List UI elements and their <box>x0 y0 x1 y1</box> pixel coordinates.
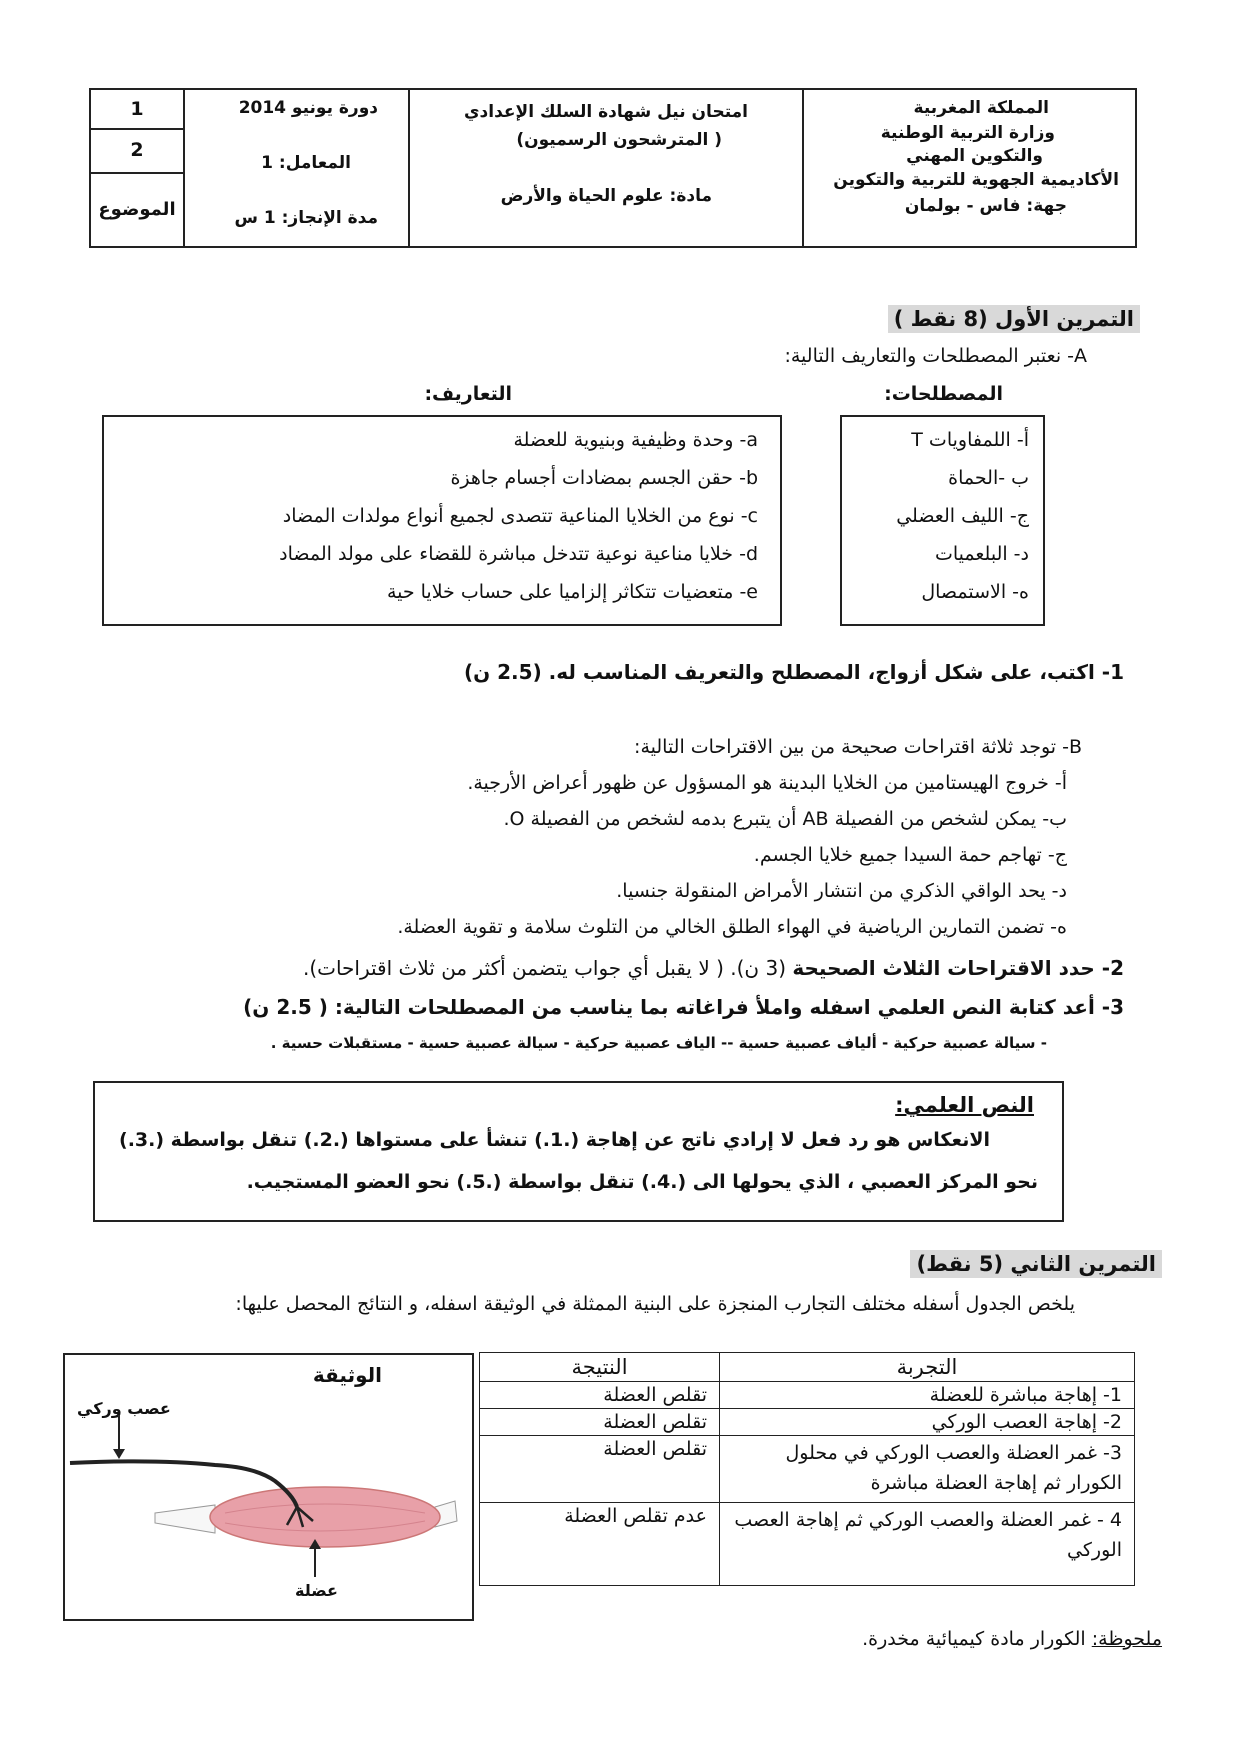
table-row <box>480 1382 1135 1409</box>
table-header-row <box>480 1353 1135 1382</box>
term-item: أ- اللمفاويات T <box>911 429 1029 451</box>
subject-label: مادة: علوم الحياة والأرض <box>500 186 712 206</box>
scientific-text-box <box>93 1081 1064 1222</box>
question-2: 2- حدد الاقتراحات الثلاث الصحيحة (3 ن). ( لا يقبل أي جواب يتضمن أكثر من ثلاث اقتراحات). <box>302 956 1124 980</box>
proposal-item: د- يحد الواقي الذكري من انتشار الأمراض المنقولة جنسيا. <box>616 880 1067 902</box>
part-b-intro: B- توجد ثلاثة اقتراحات صحيحة من بين الاقتراحات التالية: <box>634 736 1082 758</box>
definitions-heading: التعاريف: <box>424 383 512 405</box>
scientific-text-line1: الانعكاس هو رد فعل لا إرادي ناتج عن إهاجة (.1.) تنشأ على مستواها (.2.) تنقل بواسطة (.3.) <box>119 1129 990 1151</box>
sciatic-nerve-label: عصب وركي <box>77 1399 171 1418</box>
definitions-box <box>102 415 782 626</box>
definition-item: c- نوع من الخلايا المناعية تتصدى لجميع أنواع مولدات المضاد <box>282 505 758 527</box>
result-column-header: النتيجة <box>480 1353 720 1382</box>
exercise2-intro: يلخص الجدول أسفله مختلف التجارب المنجزة على البنية الممثلة في الوثيقة اسفله، و النتائج المحصل عليها: <box>235 1293 1075 1315</box>
kingdom-label: المملكة المغربية <box>913 98 1049 118</box>
result-cell: تقلص العضلة <box>480 1409 720 1436</box>
proposal-item: أ- خروج الهيستامين من الخلايا البدينة هو المسؤول عن ظهور أعراض الأرجية. <box>467 772 1067 794</box>
term-item: ب -الحماة <box>948 467 1029 489</box>
candidates-label: ( المترشحون الرسميون) <box>516 130 722 150</box>
term-item: ه- الاستمصال <box>921 581 1029 603</box>
region-label: جهة: فاس - بولمان <box>904 196 1067 216</box>
header-session-cell <box>183 90 408 246</box>
note-line <box>862 1628 1162 1650</box>
table-row <box>480 1409 1135 1436</box>
experiment-cell: 2- إهاجة العصب الوركي <box>720 1409 1135 1436</box>
left-tendon <box>155 1505 215 1533</box>
terms-heading: المصطلحات: <box>884 383 1003 405</box>
table-row <box>480 1503 1135 1586</box>
exam-title: امتحان نيل شهادة السلك الإعدادي <box>463 102 748 122</box>
ministry-line1: وزارة التربية الوطنية <box>880 123 1055 143</box>
result-cell: تقلص العضلة <box>480 1382 720 1409</box>
term-item: د- البلعميات <box>934 543 1029 565</box>
question-1: 1- اكتب، على شكل أزواج، المصطلح والتعريف المناسب له. (2.5 ن) <box>463 660 1124 684</box>
terms-box <box>840 415 1045 626</box>
duration-label: مدة الإنجاز: 1 س <box>234 208 378 228</box>
arrow-head <box>113 1449 125 1459</box>
exercise1-intro: A- نعتبر المصطلحات والتعاريف التالية: <box>784 345 1087 367</box>
term-item: ج- الليف العضلي <box>896 505 1029 527</box>
header-institution-cell <box>802 90 1139 246</box>
scientific-text-line2: نحو المركز العصبي ، الذي يحولها الى (.4.) تنقل بواسطة (.5.) نحو العضو المستجيب. <box>246 1171 1038 1193</box>
muscle-nerve-diagram <box>65 1355 472 1619</box>
experiment-cell: 3- غمر العضلة والعصب الوركي في محلول الكورار ثم إهاجة العضلة مباشرة <box>720 1436 1135 1503</box>
word-bank: - سيالة عصبية حركية - ألياف عصبية حسية -- الياف عصبية حركية - سيالة عصبية حسية - مستقبلات حسية . <box>270 1034 1047 1052</box>
proposal-item: ج- تهاجم حمة السيدا جميع خلايا الجسم. <box>753 844 1067 866</box>
coefficient-label: المعامل: 1 <box>261 153 351 173</box>
definition-item: e- متعضيات تتكاثر إلزاميا على حساب خلايا حية <box>386 581 758 603</box>
document-figure <box>63 1353 474 1621</box>
document-title: الوثيقة <box>312 1363 382 1387</box>
muscle-label: عضلة <box>295 1581 338 1600</box>
topic-label: الموضوع <box>98 199 176 220</box>
page-number-2: 2 <box>91 128 183 174</box>
header-page-cell <box>91 90 183 246</box>
scientific-text-title: النص العلمي: <box>895 1093 1034 1117</box>
result-cell: تقلص العضلة <box>480 1436 720 1503</box>
note-label: ملحوظة: <box>1091 1628 1162 1650</box>
experiment-cell: 1- إهاجة مباشرة للعضلة <box>720 1382 1135 1409</box>
experiments-table <box>479 1352 1135 1586</box>
definition-item: a- وحدة وظيفية وبنيوية للعضلة <box>513 429 758 451</box>
exercise1-title: التمرين الأول (8 نقط ) <box>888 307 1140 331</box>
result-cell: عدم تقلص العضلة <box>480 1503 720 1586</box>
exercise2-title: التمرين الثاني (5 نقط) <box>910 1252 1162 1276</box>
definition-item: d- خلايا مناعية نوعية تتدخل مباشرة للقضاء على مولد المضاد <box>279 543 758 565</box>
session-label: دورة يونيو 2014 <box>238 98 378 118</box>
header-exam-cell <box>408 90 802 246</box>
table-row <box>480 1436 1135 1503</box>
note-text: الكورار مادة كيميائية مخدرة. <box>862 1628 1092 1650</box>
exam-header-table <box>89 88 1137 248</box>
question-3: 3- أعد كتابة النص العلمي اسفله واملأ فراغاته بما يناسب من المصطلحات التالية: ( 2.5 ن) <box>243 995 1124 1019</box>
proposal-item: ه- تضمن التمارين الرياضية في الهواء الطلق الخالي من التلوث سلامة و تقوية العضلة. <box>397 916 1067 938</box>
definition-item: b- حقن الجسم بمضادات أجسام جاهزة <box>450 467 758 489</box>
experiment-column-header: التجربة <box>720 1353 1135 1382</box>
muscle-shape <box>210 1487 440 1547</box>
ministry-line2: والتكوين المهني <box>906 146 1043 166</box>
page-number-1: 1 <box>91 90 183 130</box>
experiment-cell: 4 - غمر العضلة والعصب الوركي ثم إهاجة العصب الوركي <box>720 1503 1135 1586</box>
academy-label: الأكاديمية الجهوية للتربية والتكوين <box>833 170 1119 190</box>
proposal-item: ب- يمكن لشخص من الفصيلة AB أن يتبرع بدمه لشخص من الفصيلة O. <box>503 808 1067 830</box>
